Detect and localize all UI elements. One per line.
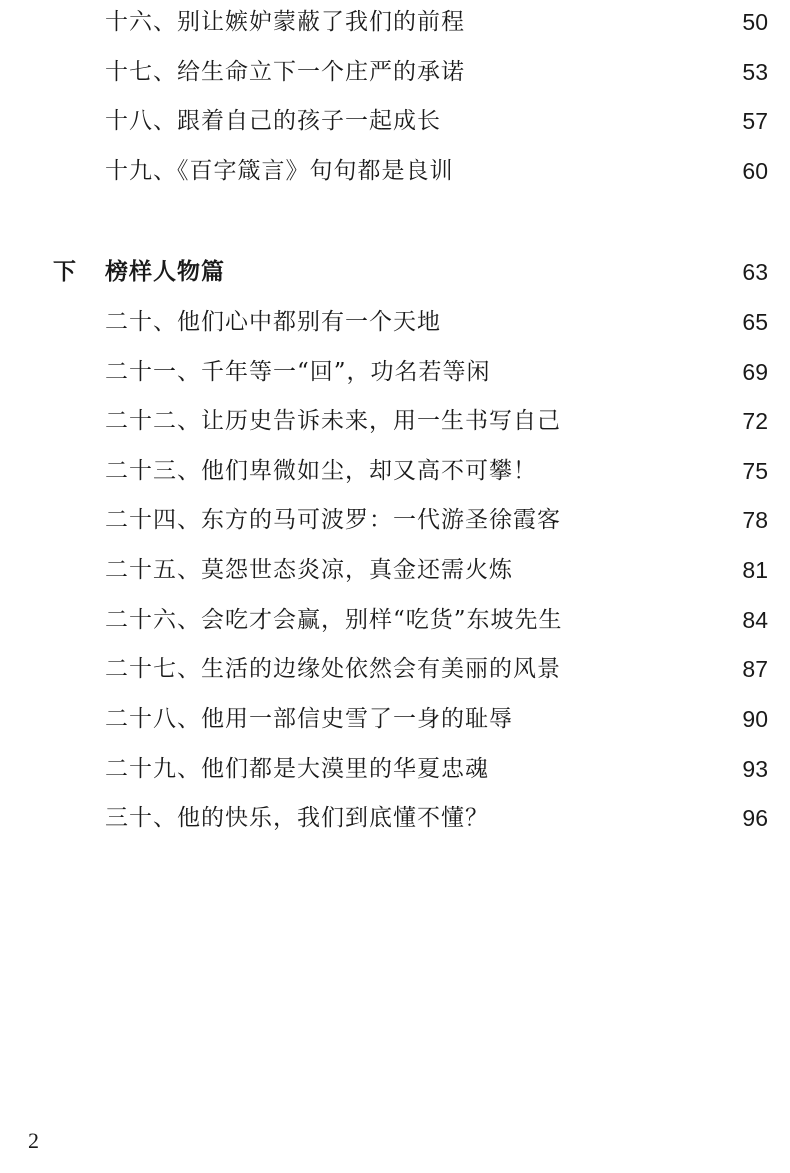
toc-entry-page: 81 — [742, 557, 768, 583]
toc-entry-page: 96 — [742, 805, 768, 831]
toc-entry[interactable] — [0, 798, 790, 838]
toc-entry-title: 二十八、他用一部信史雪了一身的耻辱 — [105, 706, 513, 732]
toc-entry[interactable] — [0, 550, 790, 590]
toc-entry-page: 90 — [742, 706, 768, 732]
toc-entry[interactable] — [0, 600, 790, 640]
toc-entry-page: 72 — [742, 408, 768, 434]
toc-entry[interactable] — [0, 151, 790, 191]
section-page: 63 — [742, 259, 768, 285]
toc-entry-page: 87 — [742, 656, 768, 682]
section-title: 榜样人物篇 — [105, 259, 225, 285]
toc-entry[interactable] — [0, 101, 790, 141]
toc-entry-page: 65 — [742, 309, 768, 335]
toc-entry-title: 二十五、莫怨世态炎凉，真金还需火炼 — [105, 557, 513, 583]
toc-section-heading[interactable] — [0, 252, 790, 292]
section-marker: 下 — [53, 259, 76, 285]
toc-entry[interactable] — [0, 649, 790, 689]
toc-entry-title: 十八、跟着自己的孩子一起成长 — [105, 108, 441, 134]
toc-entry[interactable] — [0, 302, 790, 342]
toc-entry-page: 93 — [742, 756, 768, 782]
toc-entry-title: 二十四、东方的马可波罗：一代游圣徐霞客 — [105, 507, 561, 533]
toc-entry-page: 60 — [742, 158, 768, 184]
toc-entry-page: 75 — [742, 458, 768, 484]
toc-entry[interactable] — [0, 699, 790, 739]
toc-entry-title: 二十、他们心中都别有一个天地 — [105, 309, 441, 335]
toc-entry-page: 69 — [742, 359, 768, 385]
toc-entry[interactable] — [0, 749, 790, 789]
page-number: 2 — [28, 1128, 39, 1153]
toc-entry-title: 二十三、他们卑微如尘，却又高不可攀！ — [105, 458, 537, 484]
toc-entry-title: 十六、别让嫉妒蒙蔽了我们的前程 — [105, 9, 465, 35]
toc-entry[interactable] — [0, 52, 790, 92]
toc-entry[interactable] — [0, 2, 790, 42]
toc-entry-title: 二十九、他们都是大漠里的华夏忠魂 — [105, 756, 489, 782]
toc-entry-title: 十九、《百字箴言》句句都是良训 — [105, 158, 454, 184]
toc-entry-page: 84 — [742, 607, 768, 633]
toc-entry-page: 50 — [742, 9, 768, 35]
toc-entry-title: 三十、他的快乐，我们到底懂不懂？ — [105, 805, 489, 831]
toc-entry[interactable] — [0, 352, 790, 392]
toc-entry-page: 57 — [742, 108, 768, 134]
toc-entry-title: 二十一、千年等一“回”，功名若等闲 — [105, 359, 491, 385]
toc-entry-page: 78 — [742, 507, 768, 533]
toc-entry-title: 二十六、会吃才会赢，别样“吃货”东坡先生 — [105, 607, 563, 633]
toc-entry-title: 二十二、让历史告诉未来，用一生书写自己 — [105, 408, 561, 434]
toc-entry-title: 二十七、生活的边缘处依然会有美丽的风景 — [105, 656, 561, 682]
toc-entry[interactable] — [0, 500, 790, 540]
toc-entry-title: 十七、给生命立下一个庄严的承诺 — [105, 59, 465, 85]
toc-entry[interactable] — [0, 401, 790, 441]
toc-entry[interactable] — [0, 451, 790, 491]
toc-entry-page: 53 — [742, 59, 768, 85]
